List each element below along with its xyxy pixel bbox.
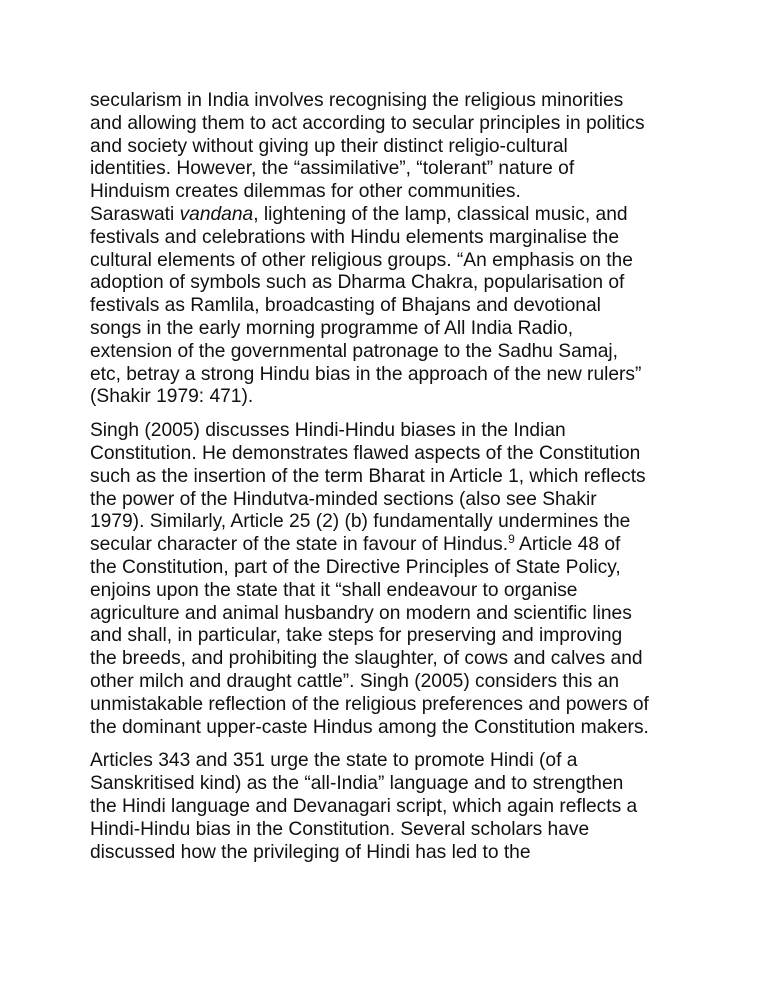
text-line: festivals and celebrations with Hindu elements marginalise the xyxy=(90,226,619,248)
text-line xyxy=(90,204,680,227)
text-line: the Constitution, part of the Directive Principles of State Policy, xyxy=(90,556,621,578)
text-line: other milch and draught cattle”. Singh (2005) considers this an xyxy=(90,670,620,692)
text-segment: secular character of the state in favour of Hindus. xyxy=(90,534,509,556)
text-line: such as the insertion of the term Bharat in Article 1, which reflects xyxy=(90,465,646,487)
text-line: and shall, in particular, take steps for preserving and improving xyxy=(90,625,623,647)
text-line: and society without giving up their distinct religio-cultural xyxy=(90,135,568,157)
text-line: and allowing them to act according to secular principles in politics xyxy=(90,112,645,134)
text-line: extension of the governmental patronage to the Sadhu Samaj, xyxy=(90,340,619,362)
italic-term: vandana xyxy=(179,203,254,225)
text-line: cultural elements of other religious groups. “An emphasis on the xyxy=(90,249,633,271)
text-line: Hinduism creates dilemmas for other communities. xyxy=(90,181,521,203)
text-line: the breeds, and prohibiting the slaughter, of cows and calves and xyxy=(90,648,643,670)
text-line: Articles 343 and 351 urge the state to promote Hindi (of a xyxy=(90,750,578,772)
text-line: Singh (2005) discusses Hindi-Hindu biases in the Indian xyxy=(90,420,566,442)
paragraph-1 xyxy=(90,90,680,409)
text-line: agriculture and animal husbandry on modern and scientific lines xyxy=(90,602,632,624)
text-line: Sanskritised kind) as the “all-India” language and to strengthen xyxy=(90,773,624,795)
text-line: songs in the early morning programme of All India Radio, xyxy=(90,317,574,339)
text-line xyxy=(90,534,680,557)
document-page xyxy=(90,90,680,864)
text-segment: Saraswati xyxy=(90,203,180,225)
text-line: the dominant upper-caste Hindus among the Constitution makers. xyxy=(90,716,649,738)
text-line: festivals as Ramlila, broadcasting of Bhajans and devotional xyxy=(90,295,601,317)
text-segment: , lightening of the lamp, classical music, and xyxy=(253,203,628,225)
text-line: (Shakir 1979: 471). xyxy=(90,386,254,408)
text-segment: Article 48 of xyxy=(514,534,621,556)
text-line: identities. However, the “assimilative”, “tolerant” nature of xyxy=(90,158,575,180)
text-line: unmistakable reflection of the religious preferences and powers of xyxy=(90,693,649,715)
text-line: 1979). Similarly, Article 25 (2) (b) fundamentally undermines the xyxy=(90,511,631,533)
paragraph-3 xyxy=(90,750,680,864)
text-line: adoption of symbols such as Dharma Chakra, popularisation of xyxy=(90,272,625,294)
text-line: Constitution. He demonstrates flawed aspects of the Constitution xyxy=(90,442,641,464)
text-line: the power of the Hindutva-minded sections (also see Shakir xyxy=(90,488,597,510)
paragraph-2 xyxy=(90,420,680,739)
text-line: Hindi-Hindu bias in the Constitution. Several scholars have xyxy=(90,818,590,840)
footnote-marker: 9 xyxy=(508,532,515,547)
text-line: etc, betray a strong Hindu bias in the approach of the new rulers” xyxy=(90,363,642,385)
text-line: secularism in India involves recognising the religious minorities xyxy=(90,90,624,111)
text-line: enjoins upon the state that it “shall endeavour to organise xyxy=(90,579,578,601)
text-line: the Hindi language and Devanagari script, which again reflects a xyxy=(90,795,638,817)
text-line: discussed how the privileging of Hindi has led to the xyxy=(90,841,531,863)
